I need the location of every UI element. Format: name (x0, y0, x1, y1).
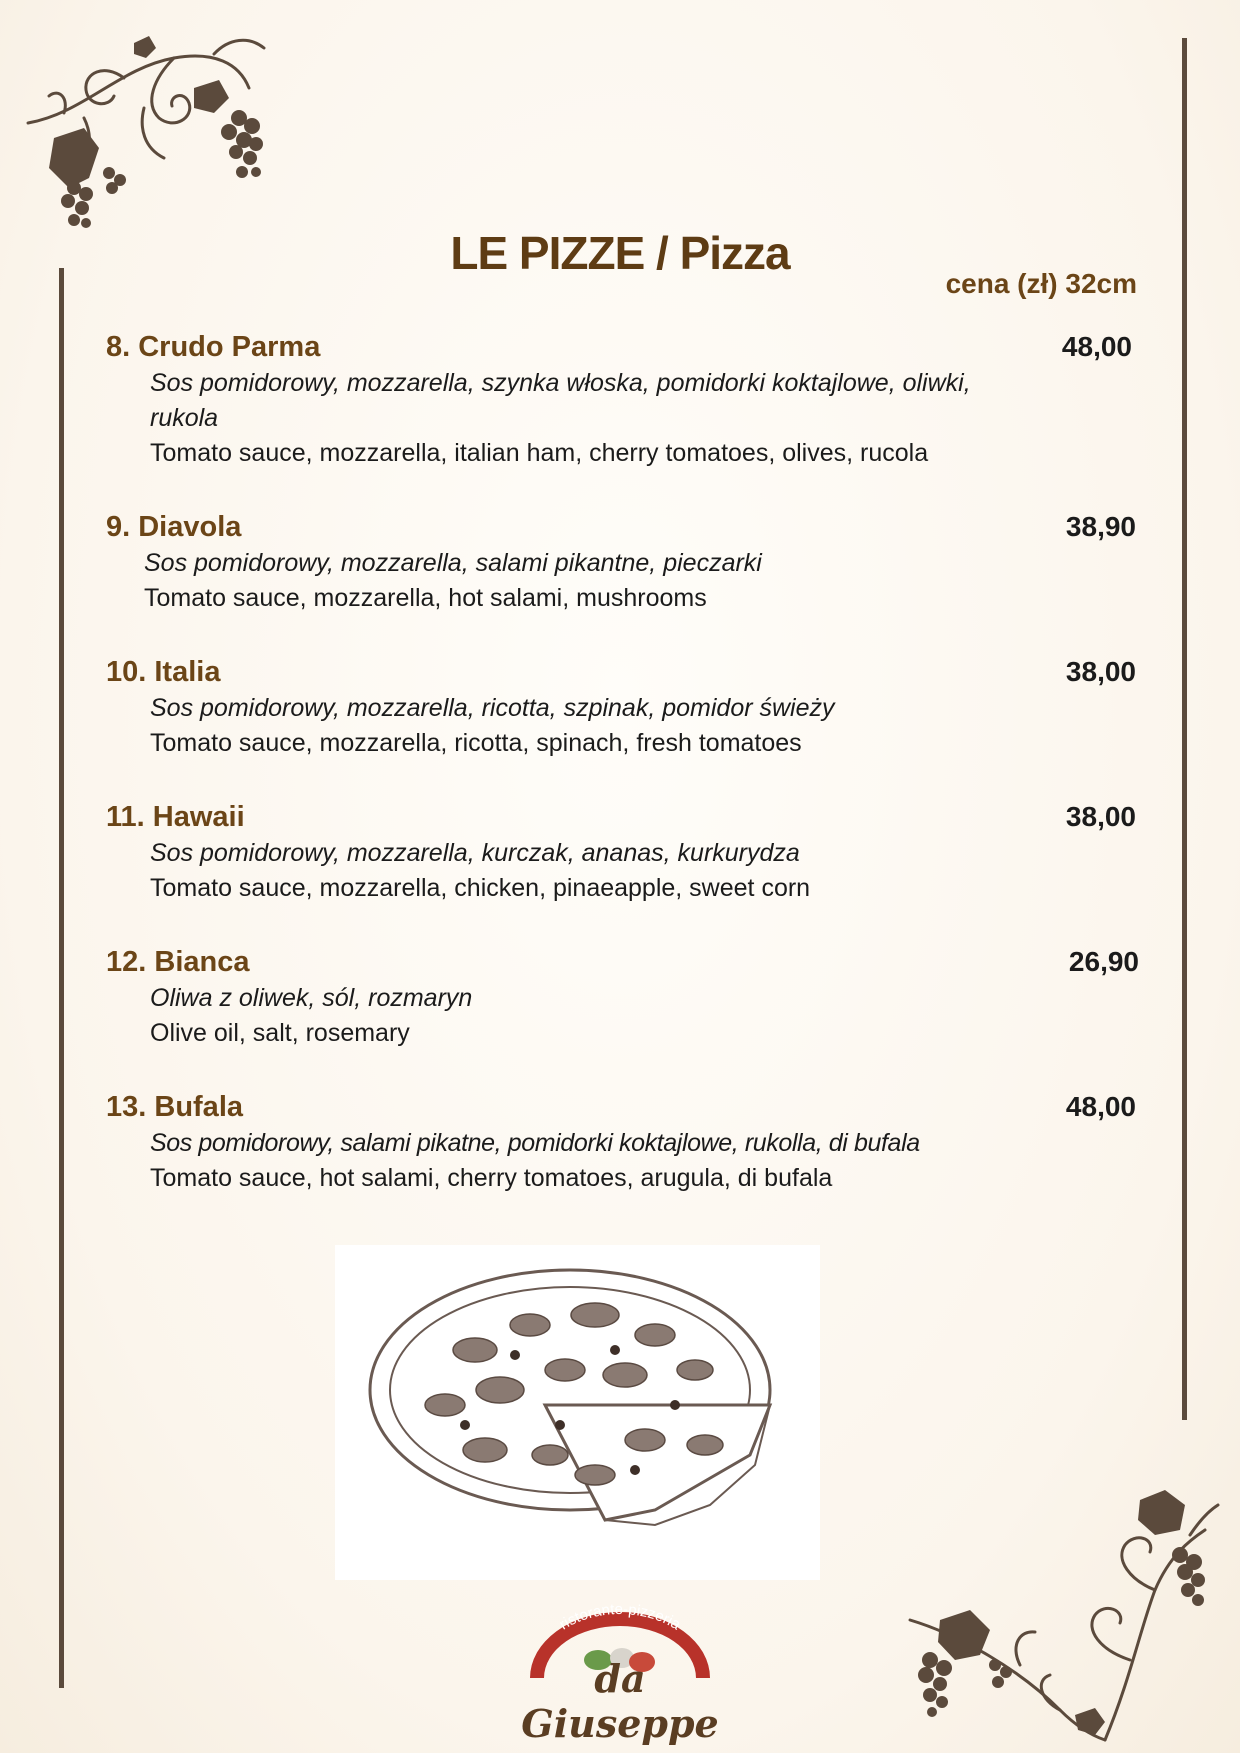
logo-arc-text: ristorante-pizzeria (556, 1600, 684, 1634)
menu-item-description-en: Olive oil, salt, rosemary (150, 1019, 410, 1047)
menu-item-name: 11. Hawaii (106, 801, 245, 833)
menu-item-description-en: Tomato sauce, mozzarella, ricotta, spinach, fresh tomatoes (150, 729, 802, 757)
menu-item-description-pl: Sos pomidorowy, mozzarella, salami pikantne, pieczarki (144, 549, 762, 577)
menu-item-name: 12. Bianca (106, 946, 250, 978)
menu-item-description-en: Tomato sauce, mozzarella, chicken, pinaeapple, sweet corn (150, 874, 811, 902)
menu-item-price: 38,00 (1065, 656, 1136, 687)
menu-item (106, 1088, 1136, 1196)
grapevine-ornament-bottom-right (900, 1460, 1220, 1750)
menu-item-description-pl: Sos pomidorowy, mozzarella, ricotta, szpinak, pomidor świeży (150, 694, 835, 722)
menu-item (106, 798, 1136, 906)
menu-item (106, 328, 1136, 471)
menu-title-main: LE PIZZE (450, 226, 645, 279)
menu-item-price: 26,90 (1068, 946, 1139, 977)
menu-item-price: 48,00 (1065, 1091, 1136, 1122)
grapevine-ornament-top-left (24, 18, 284, 248)
menu-item (106, 653, 1136, 761)
menu-item-name: 8. Crudo Parma (106, 331, 321, 363)
pizza-sketch-illustration (355, 1255, 800, 1540)
menu-item-description-pl: Sos pomidorowy, salami pikatne, pomidorki koktajlowe, rukolla, di bufala (150, 1129, 920, 1157)
menu-item-description-en: Tomato sauce, mozzarella, hot salami, mushrooms (144, 584, 707, 612)
menu-item-price: 38,90 (1065, 511, 1136, 542)
logo-name: da Giuseppe (521, 1656, 719, 1746)
menu-item (106, 508, 1136, 616)
menu-item-description-pl: Sos pomidorowy, mozzarella, szynka włoska, pomidorki koktajlowe, oliwki, rukola (150, 369, 971, 432)
menu-item-name: 10. Italia (106, 656, 221, 688)
menu-item-description-pl: Oliwa z oliwek, sól, rozmaryn (150, 984, 473, 1012)
menu-item (106, 943, 1139, 1051)
menu-item-price: 38,00 (1065, 801, 1136, 832)
menu-item-name: 13. Bufala (106, 1091, 243, 1123)
menu-item-description-en: Tomato sauce, hot salami, cherry tomatoes, arugula, di bufala (150, 1164, 833, 1192)
menu-item-description-en: Tomato sauce, mozzarella, italian ham, cherry tomatoes, olives, rucola (150, 439, 929, 467)
menu-item-price: 48,00 (1061, 331, 1132, 362)
menu-title-sub: / Pizza (644, 226, 790, 279)
price-column-header: cena (zł) 32cm (945, 268, 1137, 299)
menu-item-description-pl: Sos pomidorowy, mozzarella, kurczak, ananas, kurkurydza (150, 839, 800, 867)
left-border-line (59, 268, 64, 1688)
menu-item-name: 9. Diavola (106, 511, 242, 543)
